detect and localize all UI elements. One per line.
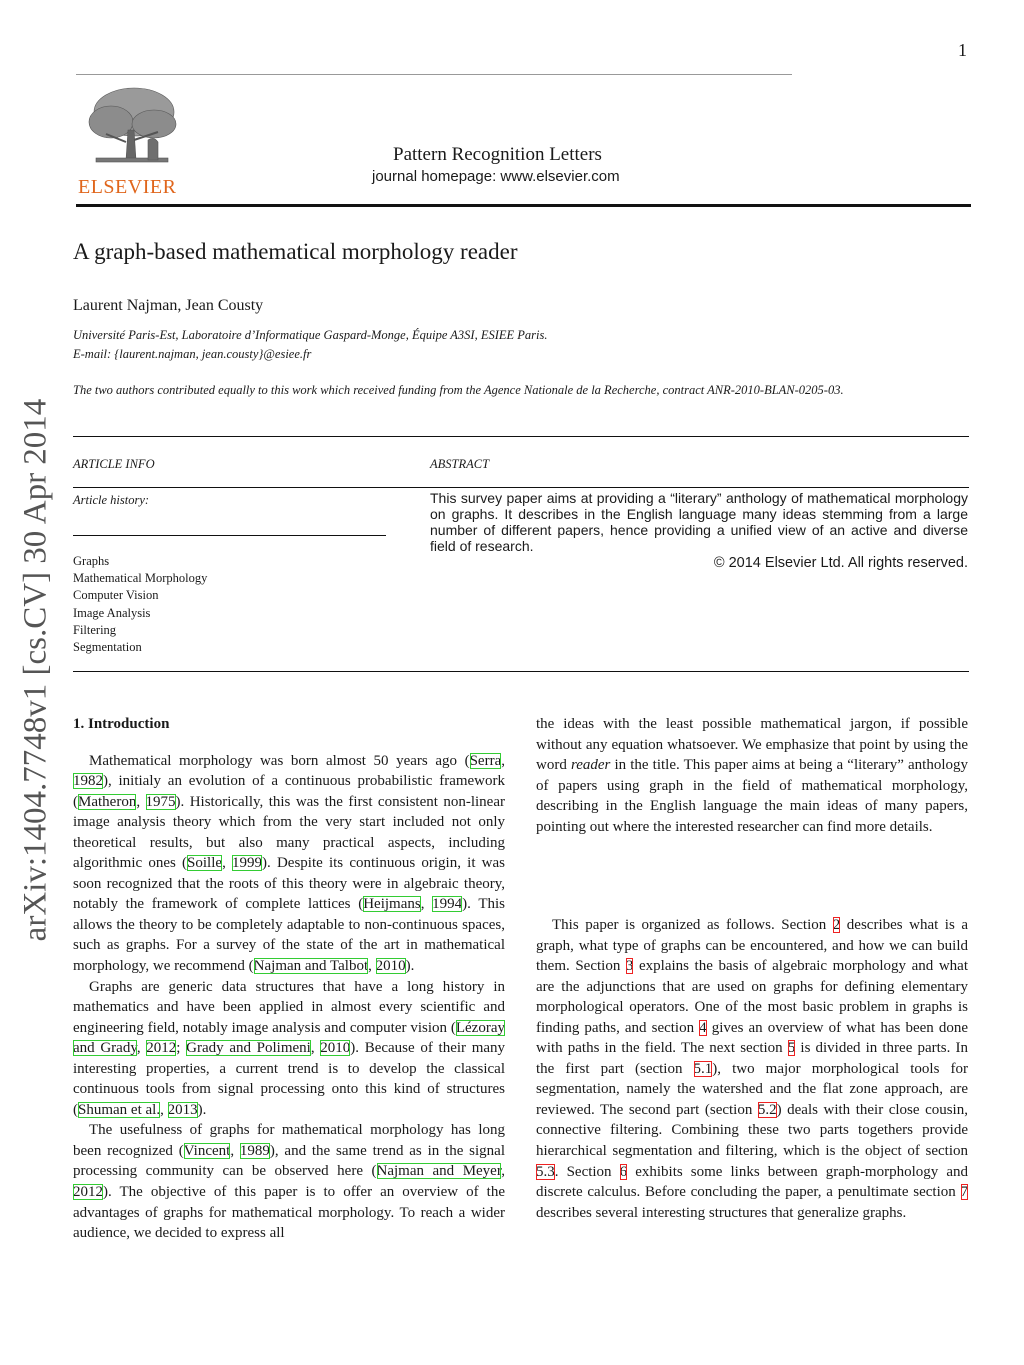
emphasized-word: reader: [570, 757, 611, 774]
section-ref-link[interactable]: 3: [625, 958, 634, 975]
text-run: ), two major morphological tools for segmentation, namely the watershed and the flat zone approach, are reviewed. The second part (section: [536, 1060, 968, 1118]
citation-year-link[interactable]: 1982: [73, 773, 103, 790]
text-run: ) deals with their close cousin, connective filtering. Combining these two parts togethers provide hierarchical segmentation and filtering, which is the object of section: [536, 1101, 968, 1160]
citation-year-link[interactable]: 1994: [432, 896, 463, 913]
abstract-header: ABSTRACT: [430, 457, 490, 471]
text-run: ,: [368, 958, 376, 975]
text-run: ;: [176, 1040, 187, 1057]
citation-link[interactable]: Soille: [187, 855, 223, 872]
right-column-bottom: [536, 915, 968, 1223]
text-run: ,: [222, 855, 233, 872]
text-run: ), and the same trend as in the signal processing community can be observed here (: [73, 1142, 506, 1180]
keyword-list: [73, 553, 207, 656]
text-run: ). Historically, this was the first consistent non-linear image analysis theory which from the very start included not only theoretical results, but also many practical aspects, including algorithmic ones (: [73, 793, 505, 872]
copyright-notice: © 2014 Elsevier Ltd. All rights reserved.: [713, 555, 968, 571]
abstract-text: This survey paper aims at providing a “literary” anthology of mathematical morphology on graphs. It describes in the English language many ideas stemming from a large number of different papers, hence providing a unified view of an active and diverse field of research.: [430, 490, 968, 554]
text-run: describes what is a graph, what type of graphs can be encountered, and how we can build them. Section: [536, 917, 968, 975]
affiliation: Université Paris-Est, Laboratoire d’Informatique Gaspard-Monge, Équipe A3SI, ESIEE Paris.: [73, 328, 548, 342]
history-rule: [73, 535, 386, 536]
masthead-rule: [76, 204, 971, 207]
article-info-header: ARTICLE INFO: [73, 457, 155, 471]
text-run: ). The objective of this paper is to offer an overview of the advantages of graphs for mathematical morphology. To reach a wider audience, we decided to express all: [73, 1184, 505, 1242]
info-bottom-rule: [73, 671, 969, 672]
citation-year-link[interactable]: 2012: [146, 1040, 177, 1057]
journal-title: Pattern Recognition Letters: [393, 144, 602, 165]
intro-paragraph-4: [536, 714, 968, 837]
text-run: ,: [501, 752, 505, 769]
text-run: the ideas with the least possible mathematical jargon, if possible without any equation whatsoever. We emphasize that point by using the word: [536, 716, 968, 774]
arxiv-stamp: arXiv:1404.7748v1 [cs.CV] 30 Apr 2014: [17, 398, 54, 942]
citation-link[interactable]: Najman and Meyer: [376, 1163, 502, 1180]
article-history-label: Article history:: [73, 493, 150, 507]
affiliation-block: [73, 326, 548, 364]
text-run: exhibits some links between graph-morphology and discrete calculus. Before concluding the paper, a penultimate section: [536, 1163, 968, 1201]
text-run: ).: [405, 958, 415, 975]
citation-year-link[interactable]: 1989: [239, 1142, 270, 1159]
author-email[interactable]: E-mail: {laurent.najman, jean.cousty}@esiee.fr: [73, 347, 312, 361]
text-run: describes several interesting structures that generalize graphs.: [536, 1204, 907, 1221]
citation-link[interactable]: Shuman et al.: [78, 1101, 161, 1118]
text-run: ), initialy an evolution of a continuous probabilistic framework (: [73, 773, 505, 810]
keyword: Image Analysis: [73, 605, 151, 620]
citation-link[interactable]: Vincent: [183, 1142, 231, 1159]
citation-link[interactable]: Najman and Talbot: [253, 958, 369, 975]
text-run: ,: [420, 896, 433, 913]
citation-year-link[interactable]: 2012: [73, 1184, 103, 1201]
keyword: Computer Vision: [73, 588, 159, 603]
text-run: ). Despite its continuous origin, it was soon recognized that the roots of this theory were in algebraic theory, notably the framework of complete lattices (: [73, 855, 506, 913]
section-ref-link[interactable]: 6: [619, 1163, 628, 1180]
section-ref-link[interactable]: 4: [699, 1019, 707, 1036]
intro-paragraph-1: [73, 751, 505, 977]
text-run: ,: [501, 1163, 505, 1180]
section-ref-link[interactable]: 2: [832, 917, 841, 933]
keyword: Filtering: [73, 622, 117, 637]
section-ref-link[interactable]: 5.2: [757, 1101, 777, 1118]
keyword: Mathematical Morphology: [73, 571, 208, 586]
citation-year-link[interactable]: 2013: [167, 1101, 198, 1118]
text-run: Mathematical morphology was born almost 50 years ago (: [89, 752, 470, 769]
text-run: . Section: [554, 1163, 620, 1180]
funding-note: The two authors contributed equally to this work which received funding from the Agence Nationale de la Recherche, contract ANR-2010-BLAN-0205-03.: [73, 383, 844, 397]
citation-link[interactable]: Grady and Polimeni: [186, 1040, 311, 1057]
citation-link[interactable]: Lézoray and Grady: [73, 1019, 505, 1057]
info-top-rule: [73, 436, 969, 437]
text-run: ,: [230, 1142, 240, 1159]
text-run: explains the basis of algebraic morphology and what are the adjunctions that are used on graphs for defining elementary morphological operators. One of the most basic problem in graphs is finding paths, and section: [536, 958, 968, 1036]
section-ref-link[interactable]: 5.1: [693, 1060, 713, 1077]
paper-title: A graph-based mathematical morphology reader: [73, 239, 518, 264]
text-run: in the title. This paper aims at being a “literary” anthology of papers using graph in the field of mathematical morphology, describing in the English language the main ideas of many papers, pointing out where the interested researcher can find more details.: [536, 757, 968, 835]
text-run: ,: [160, 1101, 168, 1118]
text-run: gives an overview of what has been done with paths in the field. The next section: [536, 1019, 968, 1057]
citation-year-link[interactable]: 1999: [232, 855, 263, 872]
text-run: ). Because of their many interesting properties, a current trend is to develop the classical continuous tools from signal processing onto this kind of structures (: [73, 1040, 506, 1118]
citation-year-link[interactable]: 2010: [320, 1040, 351, 1057]
page-number: 1: [958, 40, 967, 60]
text-run: The usefulness of graphs for mathematical morphology has long been recognized (: [73, 1122, 505, 1159]
intro-paragraph-5: [536, 915, 968, 1223]
citation-link[interactable]: Heijmans: [363, 896, 421, 913]
text-run: is divided in three parts. In the first part (section: [536, 1040, 968, 1077]
journal-homepage[interactable]: journal homepage: www.elsevier.com: [372, 168, 620, 185]
text-run: ,: [310, 1040, 321, 1057]
citation-year-link[interactable]: 1975: [145, 793, 176, 810]
section-ref-link[interactable]: 7: [960, 1184, 968, 1201]
intro-paragraph-2: [73, 977, 505, 1121]
right-column-top: [536, 714, 968, 837]
text-run: ). This allows the theory to be completely adaptable to non-continuous spaces, such as graphs. For a survey of the state of the art in mathematical morphology, we recommend (: [73, 896, 505, 975]
citation-link[interactable]: Serra: [469, 752, 502, 769]
citation-year-link[interactable]: 2010: [375, 958, 406, 975]
section-ref-link[interactable]: 5: [787, 1040, 796, 1057]
keyword: Segmentation: [73, 640, 142, 655]
text-run: ,: [136, 1040, 147, 1057]
text-run: This paper is organized as follows. Section: [552, 917, 833, 933]
author-list: Laurent Najman, Jean Cousty: [73, 297, 264, 314]
text-run: Graphs are generic data structures that have a long history in mathematics and have been applied in almost every scientific and engineering field, notably image analysis and computer vision (: [73, 978, 505, 1036]
text-run: ).: [197, 1101, 207, 1118]
info-header-rule: [73, 487, 969, 488]
keyword: Graphs: [73, 554, 110, 568]
intro-paragraph-3: [73, 1120, 505, 1243]
text-run: ,: [136, 793, 146, 810]
elsevier-wordmark: ELSEVIER: [78, 176, 177, 198]
section-heading: 1. Introduction: [73, 716, 170, 732]
section-ref-link[interactable]: 5.3: [536, 1163, 555, 1180]
header-rule: [76, 74, 792, 75]
left-column: [73, 714, 505, 1244]
citation-link[interactable]: Matheron: [78, 793, 137, 810]
